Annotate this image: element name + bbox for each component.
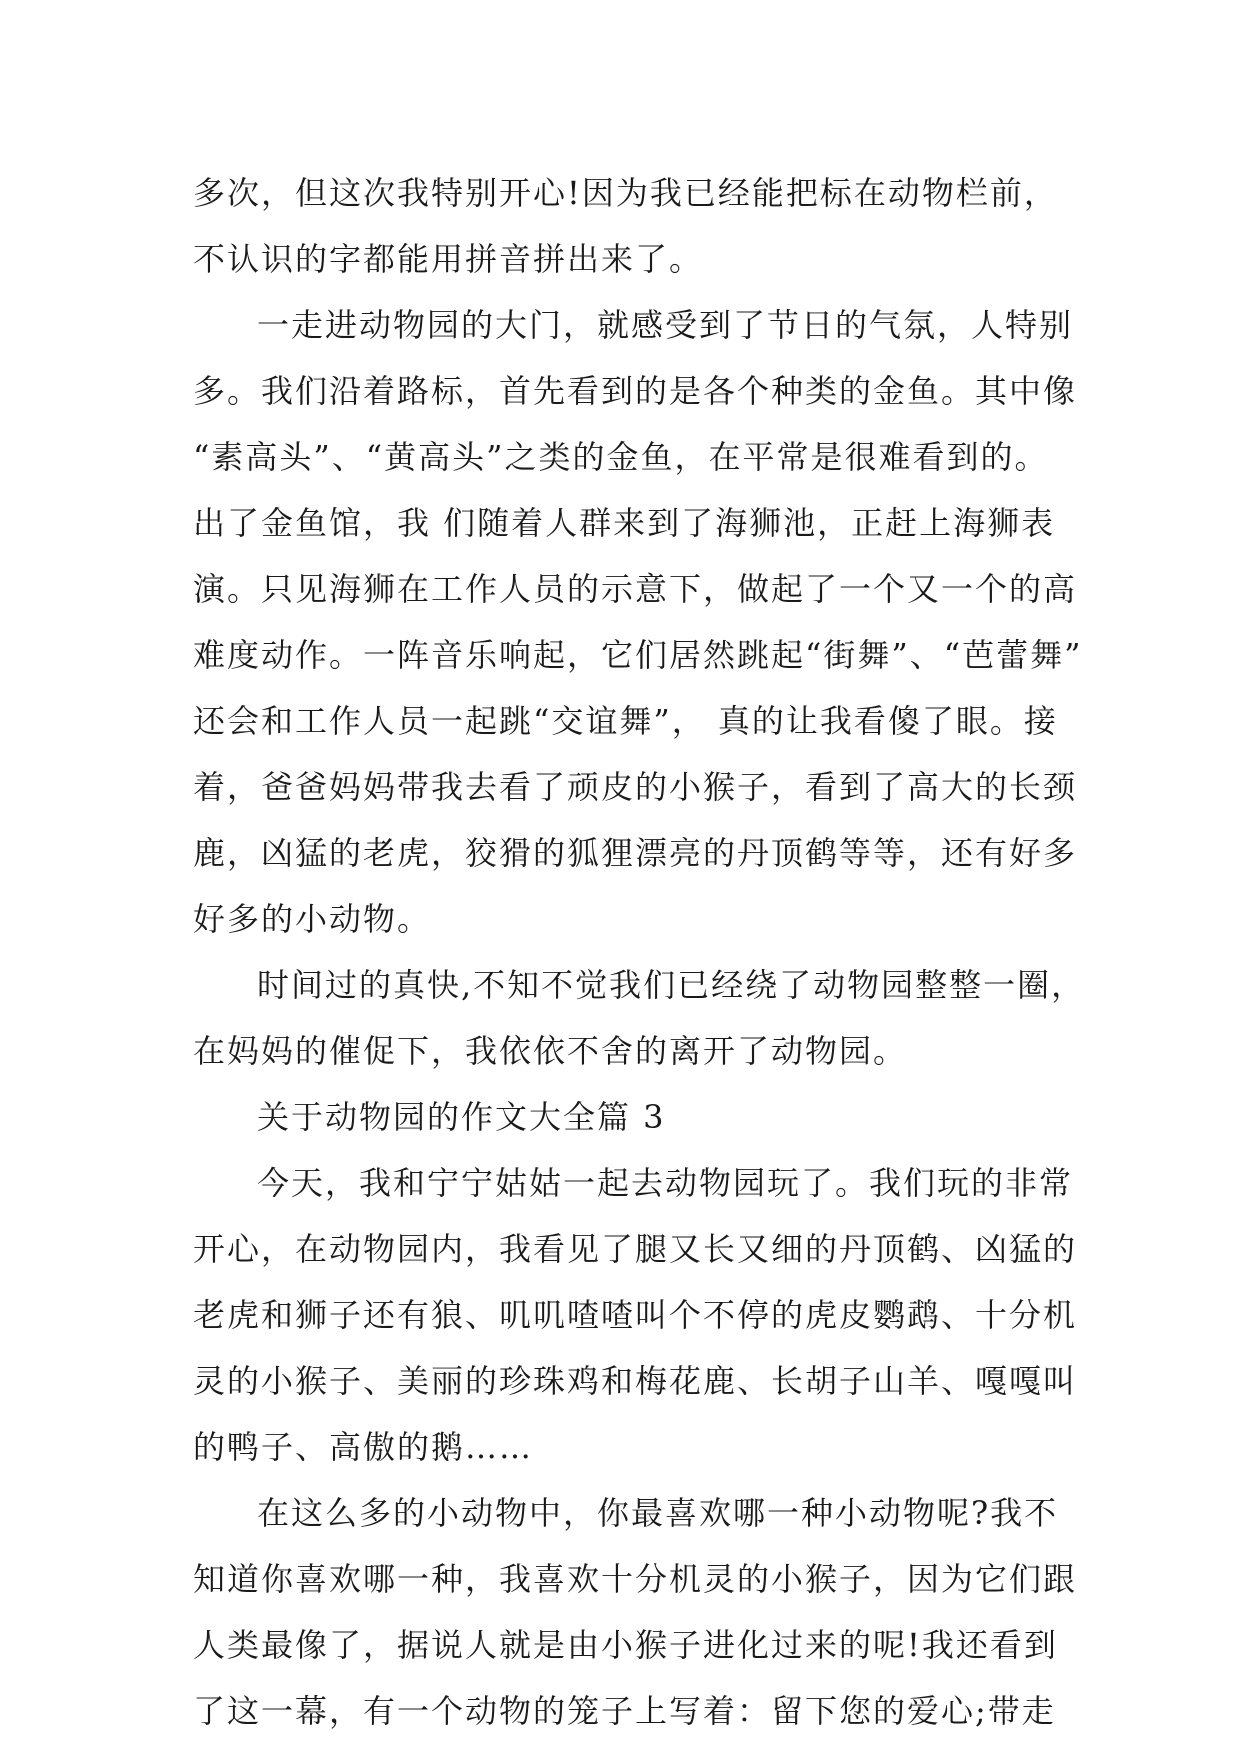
text-line: 开心，在动物园内，我看见了腿又长又细的丹顶鹤、凶猛的 xyxy=(193,1230,1078,1268)
paragraph-first-line: 在这么多的小动物中，你最喜欢哪一种小动物呢?我不 xyxy=(257,1494,1059,1532)
text-line: 知道你喜欢哪一种，我喜欢十分机灵的小猴子，因为它们跟 xyxy=(193,1560,1078,1598)
document-body xyxy=(193,160,1086,1744)
text-line: 出了金鱼馆，我 们随着人群来到了海狮池，正赶上海狮表 xyxy=(193,504,1056,542)
text-line: 在妈妈的催促下，我依依不舍的离开了动物园。 xyxy=(193,1032,908,1070)
text-line: 好多的小动物。 xyxy=(193,900,432,938)
text-line: 着，爸爸妈妈带我去看了顽皮的小猴子，看到了高大的长颈 xyxy=(193,768,1078,806)
text-line: 老虎和狮子还有狼、叽叽喳喳叫个不停的虎皮鹦鹉、十分机 xyxy=(193,1296,1078,1334)
text-line: 还会和工作人员一起跳“交谊舞”， 真的让我看傻了眼。接 xyxy=(193,702,1058,740)
text-line: 了这一幕，有一个动物的笼子上写着：留下您的爱心;带走 xyxy=(193,1692,1056,1730)
text-line: 多。我们沿着路标，首先看到的是各个种类的金鱼。其中像 xyxy=(193,372,1078,410)
text-line: 难度动作。一阵音乐响起，它们居然跳起“街舞”、“芭蕾舞” xyxy=(193,636,1083,674)
paragraph-first-line: 关于动物园的作文大全篇 3 xyxy=(257,1098,666,1136)
text-line: 人类最像了，据说人就是由小猴子进化过来的呢!我还看到 xyxy=(193,1626,1058,1664)
paragraph-first-line: 今天，我和宁宁姑姑一起去动物园玩了。我们玩的非常 xyxy=(257,1164,1074,1202)
text-line: 不认识的字都能用拼音拼出来了。 xyxy=(193,240,704,278)
text-line: “素高头”、“黄高头”之类的金鱼，在平常是很难看到的。 xyxy=(193,438,1049,476)
text-line: 演。只见海狮在工作人员的示意下，做起了一个又一个的高 xyxy=(193,570,1078,608)
text-line: 鹿，凶猛的老虎，狡猾的狐狸漂亮的丹顶鹤等等，还有好多 xyxy=(193,834,1078,872)
paragraph-first-line: 一走进动物园的大门，就感受到了节日的气氛，人特别 xyxy=(257,306,1074,344)
text-line: 多次，但这次我特别开心!因为我已经能把标在动物栏前， xyxy=(193,174,1058,212)
paragraph-first-line: 时间过的真快,不知不觉我们已经绕了动物园整整一圈， xyxy=(257,966,1086,1004)
text-line: 的鸭子、高傲的鹅…… xyxy=(193,1428,534,1466)
text-line: 灵的小猴子、美丽的珍珠鸡和梅花鹿、长胡子山羊、嘎嘎叫 xyxy=(193,1362,1078,1400)
